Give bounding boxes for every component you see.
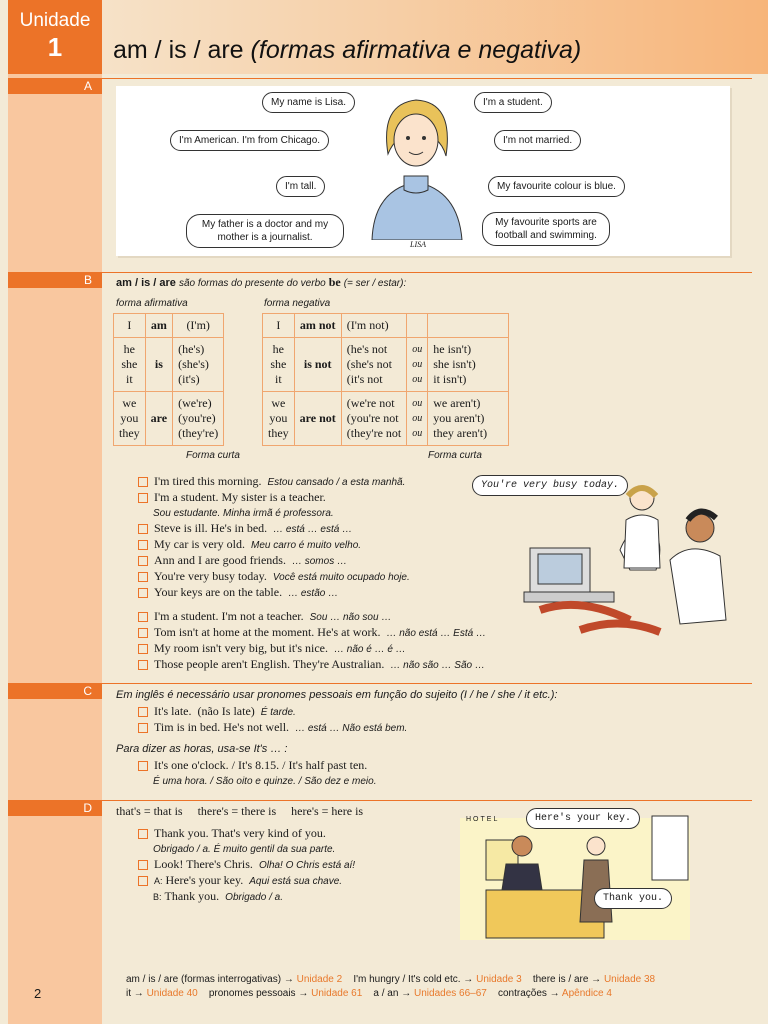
section-c-letter: C [83, 684, 92, 698]
example-en: Look! There's Chris. [154, 857, 253, 871]
neg-ou: ou ou ou [407, 392, 428, 446]
example-pt: … não está … Está … [386, 628, 486, 639]
example-en: My car is very old. [154, 537, 245, 551]
example-pt: Meu carro é muito velho. [250, 540, 362, 551]
neg-pron: I [263, 314, 295, 338]
section-b-letter: B [83, 273, 92, 287]
footer-row-2 [126, 988, 612, 999]
bullet-box [138, 860, 148, 870]
bullet-box [138, 493, 148, 503]
hotel-illustration [456, 810, 696, 944]
subject-examples [138, 704, 407, 736]
neg-short: (I'm not) [341, 314, 406, 338]
example-row [138, 609, 486, 625]
section-c-bar [8, 683, 102, 699]
neg-alt: we aren't) you aren't) they aren't) [428, 392, 509, 446]
intro-forms: am / is / are [116, 277, 176, 289]
example-pt: Sou estudante. Minha irmã é professora. [153, 508, 334, 519]
example-row [138, 758, 376, 773]
bullet-box [138, 723, 148, 733]
neg-alt: he isn't) she isn't) it isn't) [428, 338, 509, 392]
neg-pron: we you they [263, 392, 295, 446]
example-en: Here's your key. [165, 873, 244, 887]
section-a-rule [102, 78, 752, 79]
footer-ref-text: pronomes pessoais → [208, 988, 309, 999]
example-row [138, 569, 410, 585]
bullet-box [138, 612, 148, 622]
example-pt: Sou … não sou … [309, 612, 392, 623]
neg-short: (he's not (she's not (it's not [341, 338, 406, 392]
page-number: 2 [34, 986, 42, 1001]
woman-illustration [612, 480, 672, 570]
footer-ref-text: contrações → [497, 988, 560, 999]
example-en: It's one o'clock. / It's 8.15. / It's half past ten. [154, 758, 368, 772]
footer-link[interactable]: Unidade 40 [146, 988, 198, 999]
example-en: I'm a student. My sister is a teacher. [154, 490, 326, 504]
section-b-intro [116, 275, 406, 291]
bullet-box [138, 572, 148, 582]
example-en: It's late. [154, 704, 192, 718]
bullet-box [138, 660, 148, 670]
neg-verb: is not [294, 338, 341, 392]
affirmative-table [113, 313, 224, 446]
example-row [138, 841, 355, 857]
footer-link[interactable]: Unidade 38 [603, 974, 656, 985]
example-en: Your keys are on the table. [154, 585, 283, 599]
section-d-letter: D [83, 801, 92, 815]
example-row [138, 873, 355, 889]
neg-caption: forma negativa [264, 298, 331, 309]
example-row [138, 537, 410, 553]
busy-speech-bubble: You're very busy today. [472, 475, 628, 496]
example-pt: … não é … é … [333, 644, 406, 655]
footer-references [116, 966, 766, 1006]
example-en: Ann and I are good friends. [154, 553, 286, 567]
example-pt: … não são … São … [390, 660, 485, 671]
contractions-line [116, 804, 363, 819]
section-c-intro: Em inglês é necessário usar pronomes pessoais em função do sujeito (I / he / she / it etc.): [116, 689, 558, 701]
example-en: Those people aren't English. They're Australian. [154, 657, 385, 671]
heres-key-bubble: Here's your key. [526, 808, 640, 829]
time-intro: Para dizer as horas, usa-se It's … : [116, 743, 288, 755]
section-a-bar [8, 78, 102, 94]
title-main: am / is / are [113, 36, 244, 64]
footer-link[interactable]: Unidade 61 [311, 988, 363, 999]
unit-number: 1 [47, 32, 63, 62]
example-row [138, 553, 410, 569]
aff-caption: forma afirmativa [116, 298, 188, 309]
example-en: Steve is ill. He's in bed. [154, 521, 268, 535]
lisa-illustration [116, 86, 730, 256]
example-en: Thank you. [164, 889, 220, 903]
short-form-aff-label: Forma curta [186, 450, 240, 461]
aff-verb: is [145, 338, 172, 392]
hotel-sign: HOTEL [466, 816, 500, 823]
bullet-box [138, 588, 148, 598]
page-title [113, 36, 581, 65]
example-row [138, 641, 486, 657]
aff-verb: am [145, 314, 172, 338]
contraction-thats: that's = that is [116, 804, 183, 818]
example-pt: Obrigado / a. [225, 892, 283, 903]
footer-ref-text: it → [126, 988, 144, 999]
example-pt: Estou cansado / a esta manhã. [267, 477, 406, 488]
example-pt: … está … Não está bem. [295, 723, 408, 734]
example-row [138, 720, 407, 736]
bubble-american: I'm American. I'm from Chicago. [170, 130, 329, 151]
footer-ref-text: there is / are → [532, 974, 602, 985]
footer-link[interactable]: Unidade 2 [296, 974, 343, 985]
example-pt: Olha! O Chris está aí! [258, 860, 356, 871]
aff-verb: are [145, 392, 172, 446]
section-c-rule [102, 683, 752, 684]
footer-ref-text: a / an → [373, 988, 412, 999]
intro-def: (= ser / estar): [343, 278, 407, 289]
footer-link[interactable]: Apêndice 4 [561, 988, 612, 999]
neg-pron: he she it [263, 338, 295, 392]
contraction-heres: here's = here is [291, 804, 364, 818]
example-row [138, 826, 355, 841]
aff-short: (we're) (you're) (they're) [173, 392, 224, 446]
bullet-box [138, 540, 148, 550]
example-pt: … somos … [291, 556, 347, 567]
speaker-label: A: [154, 876, 163, 886]
aff-pron: I [114, 314, 146, 338]
example-row [138, 490, 410, 505]
intro-be: be [328, 275, 341, 289]
bullet-box [138, 761, 148, 771]
margin-strip [8, 0, 102, 1024]
bullet-box [138, 556, 148, 566]
unit-badge [8, 0, 102, 74]
example-en: My room isn't very big, but it's nice. [154, 641, 328, 655]
neg-ou [407, 314, 428, 338]
neg-verb: are not [294, 392, 341, 446]
bullet-box [138, 477, 148, 487]
section-d-bar [8, 800, 102, 816]
neg-alt [428, 314, 509, 338]
neg-ou: ou ou ou [407, 338, 428, 392]
aff-short: (I'm) [173, 314, 224, 338]
example-en: Tom isn't at home at the moment. He's at work. [154, 625, 381, 639]
bullet-box [138, 628, 148, 638]
title-sub: (formas afirmativa e negativa) [250, 36, 582, 64]
time-examples [138, 758, 376, 789]
example-pt: … está … está … [273, 524, 353, 535]
bubble-sports: My favourite sports are football and swimming. [482, 212, 610, 246]
bubble-colour: My favourite colour is blue. [488, 176, 625, 197]
example-en: Thank you. That's very kind of you. [154, 826, 326, 840]
neg-verb: am not [294, 314, 341, 338]
bullet-box [138, 876, 148, 886]
bubble-not-married: I'm not married. [494, 130, 581, 151]
short-form-neg-label: Forma curta [428, 450, 482, 461]
footer-link[interactable]: Unidade 3 [476, 974, 522, 985]
bubble-parents: My father is a doctor and my mother is a journalist. [186, 214, 344, 248]
unit-label: Unidade [19, 10, 91, 31]
example-pt: Aqui está sua chave. [249, 876, 343, 887]
negative-table [262, 313, 509, 446]
example-en: Tim is in bed. He's not well. [154, 720, 290, 734]
example-row [138, 521, 410, 537]
example-row [138, 625, 486, 641]
neg-short: (we're not (you're not (they're not [341, 392, 406, 446]
example-en: You're very busy today. [154, 569, 267, 583]
footer-ref-text: I'm hungry / It's cold etc. → [353, 974, 474, 985]
speaker-label: B: [153, 892, 162, 902]
example-row [138, 704, 407, 720]
lisa-figure [366, 94, 466, 240]
section-a-letter: A [83, 79, 92, 93]
bubble-name: My name is Lisa. [262, 92, 355, 113]
footer-row-1 [126, 974, 655, 985]
contraction-theres: there's = there is [197, 804, 277, 818]
example-row [138, 657, 486, 673]
aff-short: (he's) (she's) (it's) [173, 338, 224, 392]
lisa-caption: LISA [410, 240, 426, 249]
bullet-box [138, 707, 148, 717]
negative-examples [138, 609, 486, 673]
example-pt: Obrigado / a. É muito gentil da sua parte. [153, 844, 336, 855]
example-row [138, 474, 410, 490]
bullet-box [138, 524, 148, 534]
bullet-box [138, 644, 148, 654]
example-pt: Você está muito ocupado hoje. [272, 572, 410, 583]
bullet-box [138, 829, 148, 839]
section-b-bar [8, 272, 102, 288]
footer-link[interactable]: Unidades 66–67 [414, 988, 487, 999]
section-d-rule [102, 800, 752, 801]
example-row [138, 857, 355, 873]
bubble-student: I'm a student. [474, 92, 552, 113]
thank-you-bubble: Thank you. [594, 888, 672, 909]
aff-pron: he she it [114, 338, 146, 392]
footer-ref-text: am / is / are (formas interrogativas) → [126, 974, 294, 985]
example-row [138, 585, 410, 601]
example-pt: É tarde. [260, 707, 296, 718]
aff-pron: we you they [114, 392, 146, 446]
bubble-tall: I'm tall. [276, 176, 325, 197]
example-en: I'm a student. I'm not a teacher. [154, 609, 304, 623]
example-row [138, 505, 410, 521]
example-pt: … estão … [288, 588, 339, 599]
example-note: (não Is late) [197, 704, 255, 718]
example-row [138, 889, 355, 905]
affirmative-examples [138, 474, 410, 601]
example-pt: É uma hora. / São oito e quinze. / São dez e meio. [153, 776, 377, 787]
example-en: I'm tired this morning. [154, 474, 262, 488]
intro-desc: são formas do presente do verbo [178, 278, 326, 289]
section-b-rule [102, 272, 752, 273]
section-d-examples [138, 826, 355, 905]
example-row [138, 773, 376, 789]
